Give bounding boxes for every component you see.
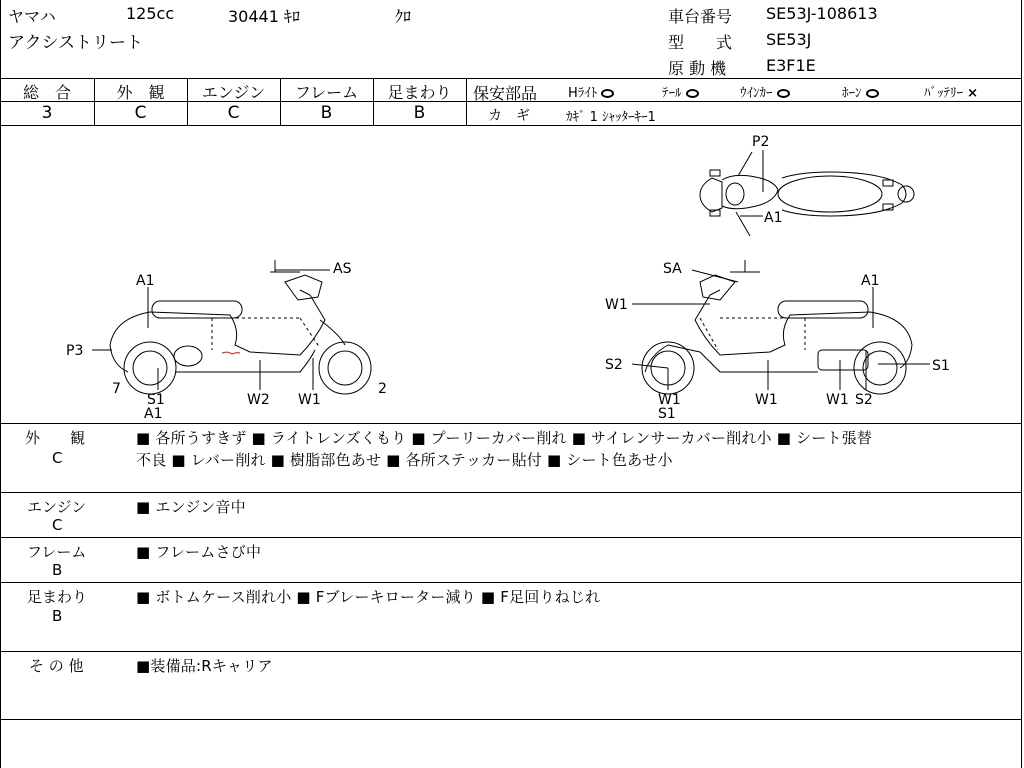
safety-item-battery [924,82,978,101]
type-label: 型 式 [668,33,733,52]
marker-w2: W2 [247,392,270,408]
safety-item-horn [842,82,879,101]
remark-text-frame: ■ フレームさび中 [136,543,262,561]
marker-7: 7 [112,381,121,397]
safety-item-name: Hﾗｲﾄ [568,86,598,101]
safety-item-name: ｳｲﾝｶｰ [740,86,773,101]
marker-s2-right-front: S2 [605,357,623,373]
frame-number-label: 車台番号 [668,7,733,26]
damage-mark-red [222,352,240,354]
model-name: アクシストリート [8,33,143,53]
grade-header-overall: 総 合 [22,83,71,102]
safety-item-taillight [662,82,699,101]
key-value: ｶｷﾞ 1 ｼｬｯﾀｰｷｰ1 [566,110,656,125]
safety-item-winker [740,82,790,101]
marker-w1-right-front: W1 [658,392,681,408]
divider-remark-1 [0,492,1022,493]
marker-w1-right-center: W1 [755,392,778,408]
safety-item-name: ﾎｰﾝ [842,86,862,101]
divider-remark-2 [0,537,1022,538]
remark-text-other: ■装備品:Rキャリア [136,657,273,675]
safety-item-headlight [568,82,614,101]
marker-p3: P3 [66,343,84,359]
remark-label-frame: フレーム [27,543,87,561]
marker-sa: SA [663,261,682,277]
damage-diagram [0,126,1022,422]
marker-s1-right: S1 [932,358,950,374]
remark-grade-engine: C [52,516,63,534]
grade-value-exterior: C [134,103,147,123]
marker-a1-right: A1 [861,273,880,289]
marker-a1-left: A1 [136,273,155,289]
type-value: SE53J [766,30,812,49]
ok-mark-icon [777,89,790,98]
remark-grade-frame: B [52,561,63,579]
marker-p2: P2 [752,134,770,150]
grade-value-engine: C [227,103,240,123]
ok-mark-icon [601,89,614,98]
grade-value-overall: 3 [41,103,53,123]
divider-remark-5 [0,719,1022,720]
grade-value-suspension: B [413,103,426,123]
remark-label-suspension: 足まわり [27,588,88,606]
marker-2: 2 [378,381,387,397]
marker-a1-left-bottom: A1 [144,406,163,422]
safety-parts-label: 保安部品 [473,84,538,103]
marker-s1-left: S1 [147,392,165,408]
maker-name: ヤマハ [8,7,56,26]
divider-header [0,78,1022,79]
remark-grade-exterior: C [52,449,63,467]
marker-w1-right-rear: W1 [826,392,849,408]
divider-diagram [0,423,1022,424]
displacement: 125cc [126,4,175,23]
ok-mark-icon [686,89,699,98]
engine-label: 原 動 機 [668,59,727,78]
diagram-leader-lines [92,150,930,390]
remark-grade-suspension: B [52,607,63,625]
key-label: カ ギ [488,108,530,124]
grade-header-exterior: 外 観 [116,83,165,102]
divider-remark-3 [0,582,1022,583]
grade-header-frame: フレーム [294,83,359,102]
mileage: 30441 ｷﾛ [228,7,300,26]
remark-text-engine: ■ エンジン音中 [136,498,246,516]
grade-col-divider [466,78,467,126]
grade-header-suspension: 足まわり [387,83,452,102]
ng-mark-icon: × [967,86,979,101]
marker-s2-right-rear: S2 [855,392,873,408]
remark-label-exterior: 外 観 [25,429,86,447]
marker-s1-right-front: S1 [658,406,676,422]
remark-label-engine: エンジン [27,498,87,516]
grade-header-engine: エンジン [201,83,266,102]
marker-as: AS [333,261,352,277]
remark-text-suspension: ■ ボトムケース削れ小 ■ Fブレーキローター減り ■ F足回りねじれ [136,588,601,606]
marker-w1-right-upper: W1 [605,297,628,313]
grade-value-frame: B [320,103,333,123]
divider-remark-4 [0,651,1022,652]
safety-item-name: ﾃｰﾙ [662,86,682,101]
remark-text-exterior-line2: 不良 ■ レバー削れ ■ 樹脂部色あせ ■ 各所ステッカー貼付 ■ シート色あせ小 [136,451,673,469]
remark-label-other: そ の 他 [29,657,84,675]
engine-value: E3F1E [766,56,816,75]
body-color: ｸﾛ [395,7,412,26]
scooter-top-view [700,152,914,236]
safety-item-name: ﾊﾞｯﾃﾘｰ [924,86,963,101]
marker-w1-left: W1 [298,392,321,408]
remark-text-exterior-line1: ■ 各所うすきず ■ ライトレンズくもり ■ プーリーカバー削れ ■ サイレンサーカバー削れ小 ■ シート張替 [136,429,873,447]
marker-a1-top: A1 [764,210,783,226]
frame-number: SE53J-108613 [766,4,878,23]
ok-mark-icon [866,89,879,98]
